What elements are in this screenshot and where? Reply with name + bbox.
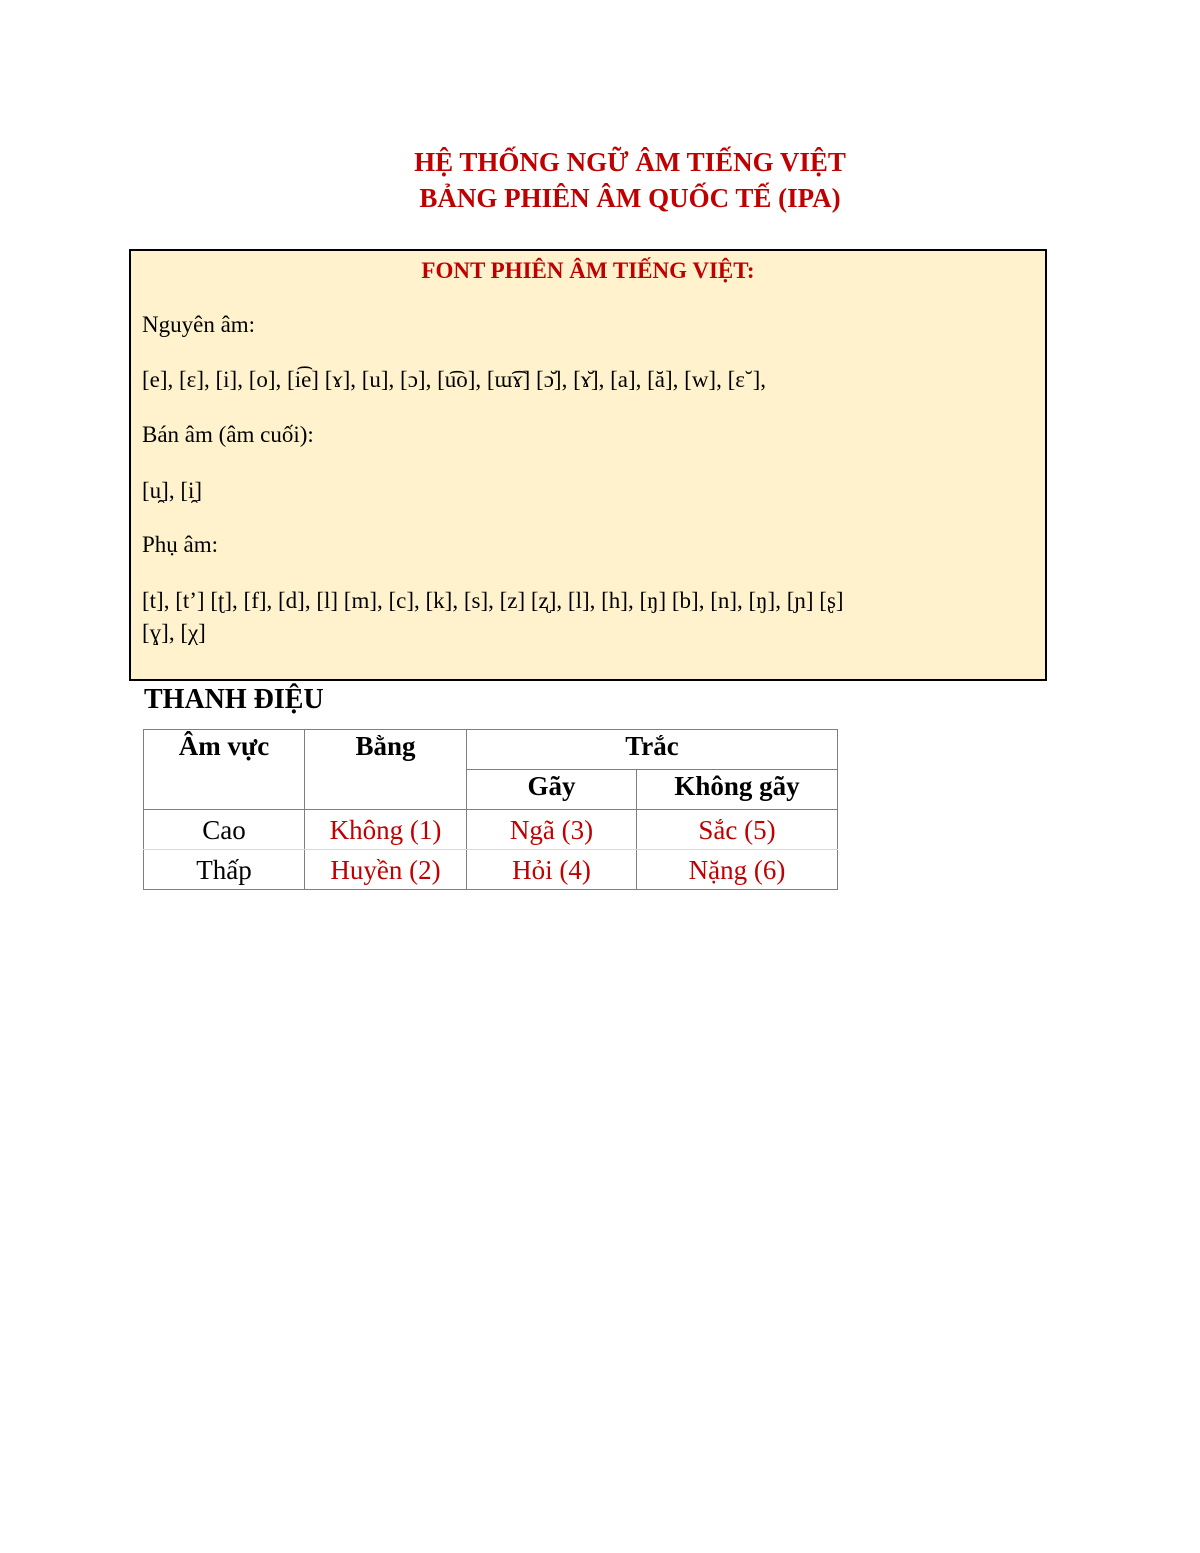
tone-cell: Ngã (3) [467,810,637,850]
consonants-list-line1: [t], [t’] [ʈ], [f], [d], [l] [m], [c], [k], [s], [z] [ʐ], [l], [h], [ŋ] [b], [n], [ŋ], [ɲ] [ʂ] [142,588,844,613]
semivowels-list: [u̯], [i̯] [142,478,203,503]
register-cell: Thấp [144,850,305,890]
tone-cell: Không (1) [305,810,467,850]
header-broken: Gãy [467,770,637,810]
document-title: HỆ THỐNG NGỮ ÂM TIẾNG VIỆT [414,147,846,177]
table-row [144,810,838,850]
table-row [144,850,838,890]
consonants-list-line2: [ɣ], [χ] [142,620,206,645]
ipa-font-box [129,249,1047,681]
tones-section-title: THANH ĐIỆU [144,684,324,715]
tones-table [143,729,838,890]
header-oblique: Trắc [467,730,838,770]
header-level: Bằng [305,730,467,810]
tone-cell: Nặng (6) [637,850,838,890]
tone-cell: Huyền (2) [305,850,467,890]
vowels-label: Nguyên âm: [142,312,256,337]
header-register: Âm vực [144,730,305,810]
semivowels-label: Bán âm (âm cuối): [142,422,314,447]
ipa-box-heading: FONT PHIÊN ÂM TIẾNG VIỆT: [421,258,755,283]
vowels-list: [e], [ɛ], [i], [o], [i͡e] [ɤ], [u], [ɔ], [u͡o], [ɯ͡ɤ] [ɔ̆], [ɤ̆], [a], [ă], [w], [ɛ˘], [142,367,766,392]
document-subtitle: BẢNG PHIÊN ÂM QUỐC TẾ (IPA) [419,183,841,213]
header-unbroken: Không gãy [637,770,838,810]
consonants-label: Phụ âm: [142,532,219,557]
tone-cell: Hỏi (4) [467,850,637,890]
tone-cell: Sắc (5) [637,810,838,850]
register-cell: Cao [144,810,305,850]
